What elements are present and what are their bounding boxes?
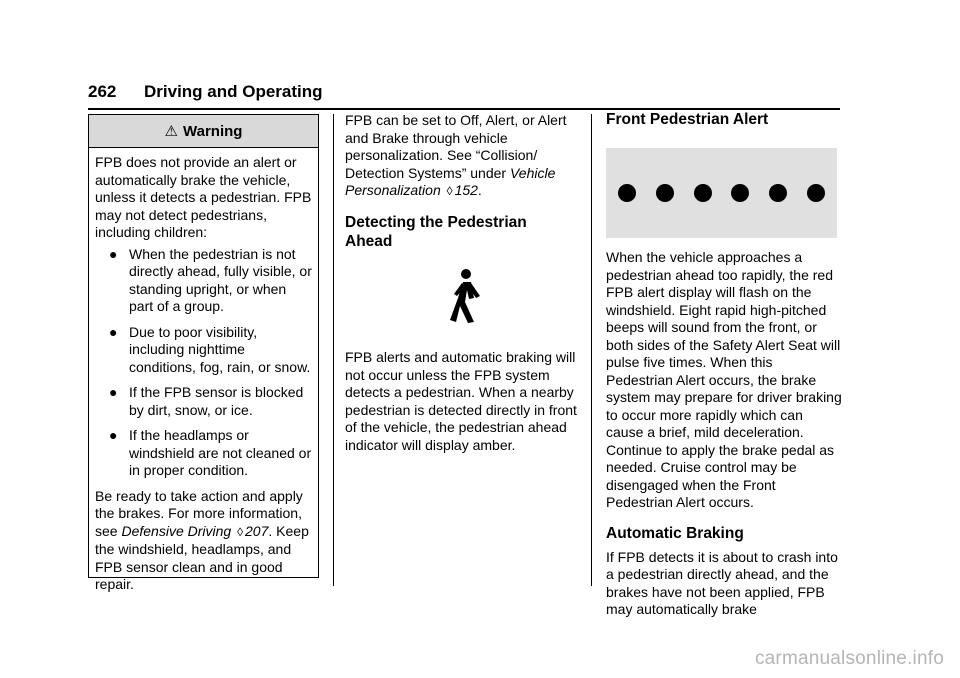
page-header <box>88 82 840 110</box>
alert-light-icon <box>731 184 749 202</box>
detection-paragraph: FPB alerts and automatic braking will not occur unless the FPB system detects a pedestrian. When a nearby pedestrian is detected directly in front of the vehicle, the pedestrian ahead indicator will display amber. <box>345 349 577 453</box>
column-2 <box>345 112 581 257</box>
alert-light-icon <box>694 184 712 202</box>
alert-paragraph: When the vehicle approaches a pedestrian ahead too rapidly, the red FPB alert display will flash on the windshield. Eight rapid high-pitched beeps will sound from the front, or both sides of the Safety Alert Seat will pulse five times. When this Pedestrian Alert occurs, the brake system may prepare for driver braking to occur more rapidly which can cause a brief, mild deceleration. Continue to apply the brake pedal as needed. Cruise control may be disengaged when the Front Pedestrian Alert occurs. <box>606 249 842 510</box>
warning-bullet-list <box>95 246 312 480</box>
cross-reference-page[interactable]: 207 <box>245 522 269 539</box>
alert-light-icon <box>769 184 787 202</box>
bullet-icon: ● <box>109 323 118 340</box>
pedestrian-icon <box>450 268 482 324</box>
cross-reference-page[interactable]: 152 <box>454 182 478 198</box>
watermark: carmanualsonline.info <box>754 648 944 669</box>
page-reference-icon: ◊ <box>446 184 453 198</box>
column-3-body <box>606 249 842 627</box>
column-3-heading <box>606 110 842 135</box>
list-item <box>95 427 312 480</box>
cross-reference-link[interactable]: Vehicle Personalization <box>345 164 556 198</box>
alert-light-icon <box>807 184 825 202</box>
section-heading: Front Pedestrian Alert <box>606 111 769 128</box>
warning-box <box>88 114 319 592</box>
page-reference-icon: ◊ <box>237 524 244 539</box>
list-item <box>95 324 312 377</box>
section-heading: Automatic Braking <box>606 524 744 542</box>
warning-title: Warning <box>183 122 243 140</box>
warning-outro <box>95 488 312 594</box>
bullet-icon: ● <box>109 384 118 400</box>
warning-triangle-icon: ⚠ <box>164 123 178 140</box>
alert-display-illustration <box>606 148 837 238</box>
outro-text-2: Keep the windshield, headlamps, and FPB sensor clean and in good repair. <box>95 522 309 592</box>
alert-light-icon <box>618 184 636 202</box>
paragraph-text: FPB can be set to Off, Alert, or Alert and Brake through vehicle personalization. See “Collision/ Detection Systems” under <box>345 112 567 181</box>
column-divider <box>591 114 592 586</box>
bullet-text: Due to poor visibility, including nighttime conditions, fog, rain, or snow. <box>129 323 311 375</box>
bullet-icon: ● <box>109 427 118 443</box>
bullet-icon: ● <box>109 245 118 262</box>
warning-header <box>89 115 318 148</box>
bullet-text: If the headlamps or windshield are not cleaned or in proper condition. <box>129 427 312 478</box>
braking-paragraph: If FPB detects it is about to crash into a pedestrian directly ahead, and the brakes have not been applied, FPB may automatically brake <box>606 548 838 617</box>
column-divider <box>333 114 334 586</box>
cross-reference-link[interactable]: Defensive Driving <box>121 522 232 539</box>
warning-body <box>89 148 318 594</box>
bullet-text: When the pedestrian is not directly ahead, fully visible, or standing upright, or when part of a group. <box>129 245 312 314</box>
list-item <box>95 246 312 316</box>
list-item <box>95 384 312 419</box>
period: . <box>268 522 273 539</box>
bullet-text: If the FPB sensor is blocked by dirt, snow, or ice. <box>129 384 304 418</box>
warning-intro: FPB does not provide an alert or automatically brake the vehicle, unless it detects a pedestrian. FPB may not detect pedestrians, including children: <box>95 154 312 240</box>
column-2-body <box>345 349 581 462</box>
alert-light-icon <box>656 184 674 202</box>
section-heading: Detecting the Pedestrian Ahead <box>345 213 527 250</box>
section-title: Driving and Operating <box>144 82 323 101</box>
period: . <box>477 182 482 198</box>
page-number: 262 <box>88 82 117 101</box>
outro-text: Be ready to take action and apply the brakes. For more information, see <box>95 487 303 539</box>
personalization-paragraph <box>345 112 581 201</box>
